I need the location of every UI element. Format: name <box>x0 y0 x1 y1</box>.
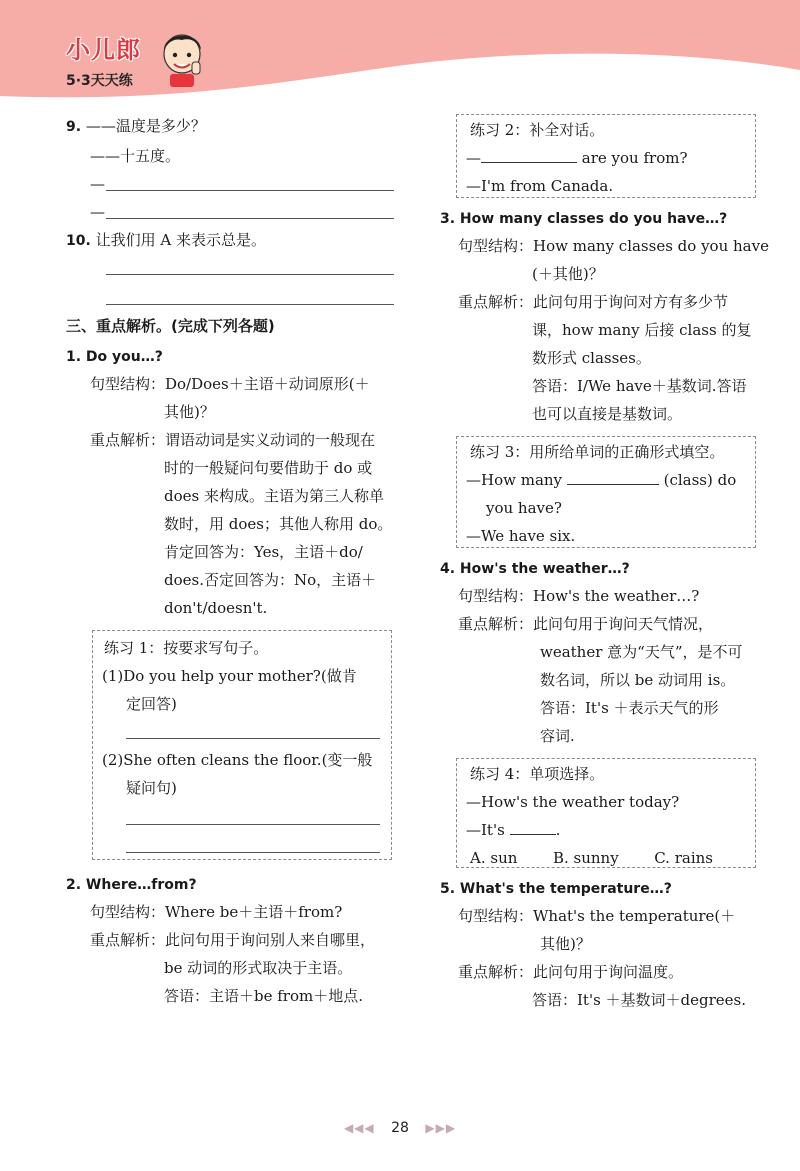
p3-answer-cont: 也可以直接是基数词。 <box>532 405 683 423</box>
p3-key-cont: 课，how many 后接 class 的复 <box>532 321 752 339</box>
fill-blank[interactable] <box>567 468 659 485</box>
answer-line[interactable] <box>106 218 394 219</box>
section-heading: 三、重点解析。(完成下列各题) <box>66 317 275 335</box>
answer-line[interactable] <box>126 824 380 825</box>
question-10: 10. 让我们用 A 来表示总是。 <box>66 231 266 249</box>
p5-structure: 句型结构：What's the temperature(＋ <box>458 907 736 925</box>
answer-line[interactable] <box>126 738 380 739</box>
page-number: 28 <box>391 1120 409 1136</box>
p3-answer: 答语：I/We have＋基数词.答语 <box>532 377 747 395</box>
brand-logo <box>58 30 208 100</box>
p4-key-cont: 数名词，所以 be 动词用 is。 <box>540 671 736 689</box>
fill-blank[interactable] <box>481 146 577 163</box>
p1-key-cont: 数时，用 does；其他人称用 do。 <box>164 515 393 533</box>
p2-structure: 句型结构：Where be＋主语＋from? <box>90 903 343 921</box>
exercise-2-title: 练习 2：补全对话。 <box>470 121 605 139</box>
p2-key: 重点解析：此问句用于询问别人来自哪里， <box>90 931 376 949</box>
p1-key-cont: does 来构成。主语为第三人称单 <box>164 487 384 505</box>
point-3-title: 3. How many classes do you have…? <box>440 211 728 227</box>
option-a[interactable]: A. sun <box>470 849 518 867</box>
point-1-title: 1. Do you…? <box>66 349 163 365</box>
exercise-4-options <box>470 844 713 872</box>
exercise-1-q1-cont: 定回答) <box>126 695 177 713</box>
q9-dash1: — <box>90 175 105 193</box>
exercise-4-line1: —How's the weather today? <box>466 793 680 811</box>
p1-structure: 句型结构：Do/Does＋主语＋动词原形(＋ <box>90 375 370 393</box>
p1-key-cont: 肯定回答为：Yes，主语＋do/ <box>164 543 363 561</box>
prev-arrows-icon: ◀◀◀ <box>343 1121 375 1135</box>
p1-key: 重点解析：谓语动词是实义动词的一般现在 <box>90 431 376 449</box>
exercise-1-q2: (2)She often cleans the floor.(变一般 <box>102 751 373 769</box>
p5-structure-cont: 其他)？ <box>540 935 591 953</box>
answer-line[interactable] <box>106 274 394 275</box>
page-footer <box>0 1120 800 1136</box>
p1-key-cont: don't/doesn't. <box>164 599 268 617</box>
q9-dash2: — <box>90 203 105 221</box>
exercise-2-line2: —I'm from Canada. <box>466 177 614 195</box>
exercise-1-q2-cont: 疑问句) <box>126 779 177 797</box>
p4-answer: 答语：It's ＋表示天气的形 <box>540 699 719 717</box>
exercise-4-title: 练习 4：单项选择。 <box>470 765 605 783</box>
p2-answer: 答语：主语＋be from＋地点. <box>164 987 363 1005</box>
p1-key-cont: 时的一般疑问句要借助于 do 或 <box>164 459 373 477</box>
exercise-3-line1: —How many (class) do <box>466 466 736 494</box>
option-c[interactable]: C. rains <box>654 849 713 867</box>
point-4-title: 4. How's the weather…? <box>440 561 630 577</box>
exercise-1-q1: (1)Do you help your mother?(做肯 <box>102 667 357 685</box>
exercise-1-title: 练习 1：按要求写句子。 <box>104 639 269 657</box>
p3-key: 重点解析：此问句用于询问对方有多少节 <box>458 293 729 311</box>
exercise-3-line3: —We have six. <box>466 527 576 545</box>
p3-structure-cont: (＋其他)？ <box>532 265 604 283</box>
answer-line[interactable] <box>126 852 380 853</box>
fill-blank[interactable] <box>510 818 556 835</box>
brand-series: 5·3天天练 <box>66 73 133 89</box>
brand-title: 小儿郎 <box>66 36 141 64</box>
exercise-3-line2: you have? <box>486 499 562 517</box>
p4-key: 重点解析：此问句用于询问天气情况， <box>458 615 714 633</box>
p4-answer-cont: 容词. <box>540 727 575 745</box>
point-5-title: 5. What's the temperature…? <box>440 881 672 897</box>
option-b[interactable]: B. sunny <box>552 849 619 867</box>
answer-line[interactable] <box>106 190 394 191</box>
p4-key-cont: weather 意为“天气”，是不可 <box>540 643 743 661</box>
exercise-2-line1: — are you from? <box>466 144 688 172</box>
p1-structure-cont: 其他)？ <box>164 403 215 421</box>
p5-answer: 答语：It's ＋基数词＋degrees. <box>532 991 747 1009</box>
point-2-title: 2. Where…from? <box>66 877 197 893</box>
exercise-4-line2: —It's . <box>466 816 560 844</box>
next-arrows-icon: ▶▶▶ <box>425 1121 457 1135</box>
p4-structure: 句型结构：How's the weather…? <box>458 587 700 605</box>
p3-structure: 句型结构：How many classes do you have <box>458 237 769 255</box>
exercise-3-title: 练习 3：用所给单词的正确形式填空。 <box>470 443 725 461</box>
p2-key-cont: be 动词的形式取决于主语。 <box>164 959 353 977</box>
p1-key-cont: does.否定回答为：No，主语＋ <box>164 571 377 589</box>
mascot-icon <box>156 26 208 88</box>
answer-line[interactable] <box>106 304 394 305</box>
question-9: 9. ——温度是多少？ <box>66 117 206 135</box>
p5-key: 重点解析：此问句用于询问温度。 <box>458 963 684 981</box>
p3-key-cont: 数形式 classes。 <box>532 349 651 367</box>
q9-line2: ——十五度。 <box>90 147 181 165</box>
